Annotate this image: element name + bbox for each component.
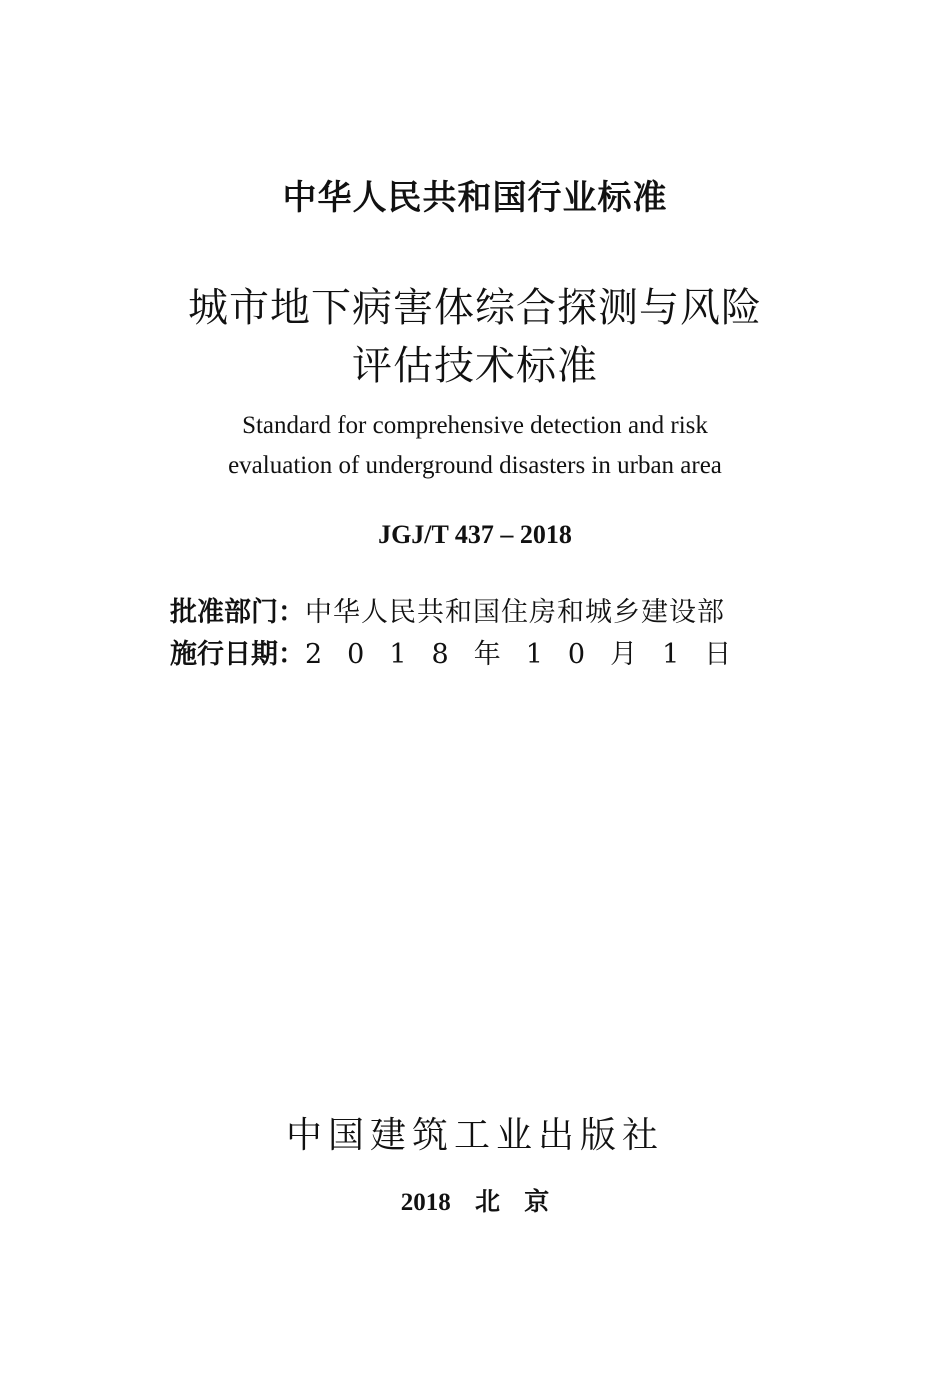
effective-value: 2018年10月1日 xyxy=(305,639,757,670)
approval-department xyxy=(170,590,725,629)
english-title-line-1: Standard for comprehensive detection and risk xyxy=(242,412,708,439)
standard-code: JGJ/T 437 – 2018 xyxy=(378,520,572,549)
chinese-title-line-1: 城市地下病害体综合探测与风险 xyxy=(188,285,762,331)
approval-label: 批准部门： xyxy=(170,597,305,628)
english-title-line-2: evaluation of underground disasters in urban area xyxy=(228,452,722,479)
chinese-title-line-2: 评估技术标准 xyxy=(352,343,598,389)
series-title: 中华人民共和国行业标准 xyxy=(282,178,668,218)
imprint-year-city: 2018 北 京 xyxy=(400,1189,550,1216)
effective-date xyxy=(170,632,756,671)
publisher-name: 中国建筑工业出版社 xyxy=(285,1115,664,1156)
approval-value: 中华人民共和国住房和城乡建设部 xyxy=(305,597,725,628)
effective-label: 施行日期： xyxy=(170,639,305,670)
